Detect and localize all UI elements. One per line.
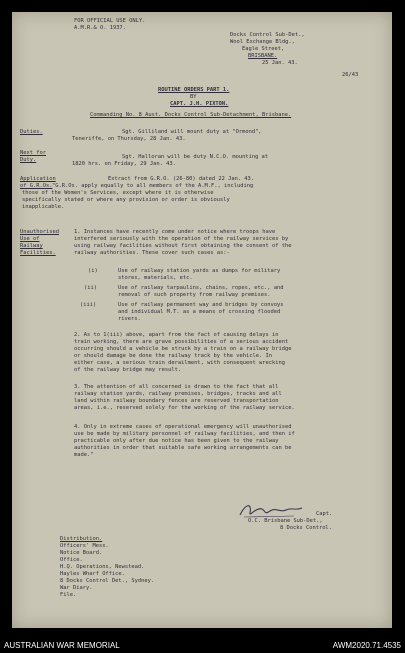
document-page bbox=[12, 12, 392, 628]
distribution-heading: Distribution. bbox=[60, 536, 103, 542]
section-heading-application: of G.R.Os. bbox=[20, 183, 53, 189]
sender-address-line: Docks Control Sub-Det., bbox=[230, 32, 305, 38]
distribution-item: Officers' Mess. bbox=[60, 543, 109, 549]
paragraph-4: use be made by military personnel of railway facilities, and then if bbox=[74, 431, 295, 437]
paragraph-2: train working, there are grave possibilities of a serious accident bbox=[74, 339, 289, 345]
list-item-number: (ii) bbox=[84, 285, 97, 291]
classification-line: FOR OFFICIAL USE ONLY. bbox=[74, 18, 146, 24]
list-item: Use of railway permanent way and bridges by convoys bbox=[118, 302, 284, 308]
order-subtitle: Commanding No. 8 Aust. Docks Control Sub-Detachment, Brisbane. bbox=[90, 112, 292, 118]
next-for-duty-text: 1820 hrs. on Friday, 29 Jan. 43. bbox=[72, 161, 176, 167]
application-text: specifically stated or where any provision or order is obviously bbox=[22, 197, 230, 203]
distribution-item: H.Q. Operations, Newstead. bbox=[60, 564, 145, 570]
next-for-duty-text: Sgt. Halloran will be duty N.C.O. mounting at bbox=[122, 154, 269, 160]
paragraph-2: occurring should a vehicle be struck by a train on a railway bridge bbox=[74, 346, 292, 352]
list-item-number: (iii) bbox=[80, 302, 97, 308]
paragraph-2: of the railway bridge may result. bbox=[74, 367, 182, 373]
application-text: inapplicable. bbox=[22, 204, 65, 210]
distribution-item: Notice Board. bbox=[60, 550, 103, 556]
section-heading-duties: Duties. bbox=[20, 129, 43, 135]
distribution-item: File. bbox=[60, 592, 77, 598]
paragraph-2: or should damage be done the railway track by the vehicle. In bbox=[74, 353, 272, 359]
section-heading-unauthorised: Facilities. bbox=[20, 250, 56, 256]
section-heading-unauthorised: Unauthorised bbox=[20, 229, 59, 235]
order-title-by: BY bbox=[190, 94, 197, 100]
paragraph-4: authorities in order that suitable safe working arrangements can be bbox=[74, 445, 292, 451]
section-heading-unauthorised: Use of bbox=[20, 236, 40, 242]
unauthorised-text: using railway facilities without first obtaining the consent of the bbox=[74, 243, 292, 249]
section-heading-next-for-duty: Duty. bbox=[20, 157, 37, 163]
paragraph-4: made." bbox=[74, 452, 94, 458]
application-text: "G.R.Os. apply equally to all members of the A.M.F., including bbox=[52, 183, 254, 189]
paragraph-4: practicable only after due notice has been given to the railway bbox=[74, 438, 279, 444]
form-reference: A.M.R.& O. 1937. bbox=[74, 25, 126, 31]
order-title-officer: CAPT. J.H. PIXTON. bbox=[170, 101, 229, 107]
distribution-item: 8 Docks Control Det., Sydney. bbox=[60, 578, 155, 584]
list-item: and individual M.T. as a means of crossing flooded bbox=[118, 309, 281, 315]
order-number: 26/43 bbox=[342, 72, 359, 78]
sender-address-line: BRISBANE. bbox=[248, 53, 278, 59]
archive-reference: AWM2020.71.4535 bbox=[332, 641, 401, 650]
paragraph-3: railway station yards, railway premises, bridges, tracks and all bbox=[74, 391, 282, 397]
section-heading-unauthorised: Railway bbox=[20, 243, 43, 249]
unauthorised-text: railway authorities. These cover such cases as:- bbox=[74, 250, 230, 256]
list-item: removal of such property from railway premises. bbox=[118, 292, 271, 298]
signature-title: O.C. Brisbane Sub-Det., bbox=[248, 518, 323, 524]
paragraph-3: land within railway boundary fences are reserved transportation bbox=[74, 398, 279, 404]
paragraph-4: 4. Only in extreme cases of operational emergency will unauthorised bbox=[74, 424, 292, 430]
signature-rank: Capt. bbox=[316, 511, 333, 517]
list-item: rivers. bbox=[118, 316, 141, 322]
signature-unit: 8 Docks Control. bbox=[280, 525, 332, 531]
list-item: stores, materials, etc. bbox=[118, 275, 193, 281]
sender-address-line: Eagle Street, bbox=[242, 46, 285, 52]
paragraph-3: areas, i.e., reserved solely for the working of the railway service. bbox=[74, 405, 295, 411]
archive-name: AUSTRALIAN WAR MEMORIAL bbox=[4, 641, 120, 650]
order-title: ROUTINE ORDERS PART 1. bbox=[158, 87, 230, 93]
duties-text: Teneriffe, on Thursday, 28 Jan. 43. bbox=[72, 136, 186, 142]
section-heading-next-for-duty: Next for bbox=[20, 150, 46, 156]
unauthorised-text: 1. Instances have recently come under notice where troops have bbox=[74, 229, 276, 235]
application-text: Extract from G.R.O. (26-80) dated 22 Jan. 43. bbox=[108, 176, 255, 182]
sender-address-line: Wool Exchange Bldg., bbox=[230, 39, 295, 45]
section-heading-application: Application bbox=[20, 176, 56, 182]
application-text: those of the Women's Services, except where it is otherwise bbox=[22, 190, 214, 196]
paragraph-3: 3. The attention of all concerned is drawn to the fact that all bbox=[74, 384, 279, 390]
list-item: Use of railway station yards as dumps for military bbox=[118, 268, 281, 274]
list-item-number: (i) bbox=[88, 268, 98, 274]
unauthorised-text: interfered seriously with the operation of the railway services by bbox=[74, 236, 289, 242]
paragraph-2: 2. As to 1(iii) above, apart from the fact of causing delays in bbox=[74, 332, 279, 338]
archive-footer bbox=[0, 640, 405, 653]
order-date: 25 Jan. 43. bbox=[262, 60, 298, 66]
distribution-item: Hayles Wharf Office. bbox=[60, 571, 125, 577]
distribution-item: Office. bbox=[60, 557, 83, 563]
distribution-item: War Diary. bbox=[60, 585, 93, 591]
paragraph-2: either case, a serious train derailment, with consequent wrecking bbox=[74, 360, 285, 366]
list-item: Use of railway tarpaulins, chains, ropes, etc., and bbox=[118, 285, 284, 291]
duties-text: Sgt. Gilliland will mount duty at "Ormond", bbox=[122, 129, 262, 135]
